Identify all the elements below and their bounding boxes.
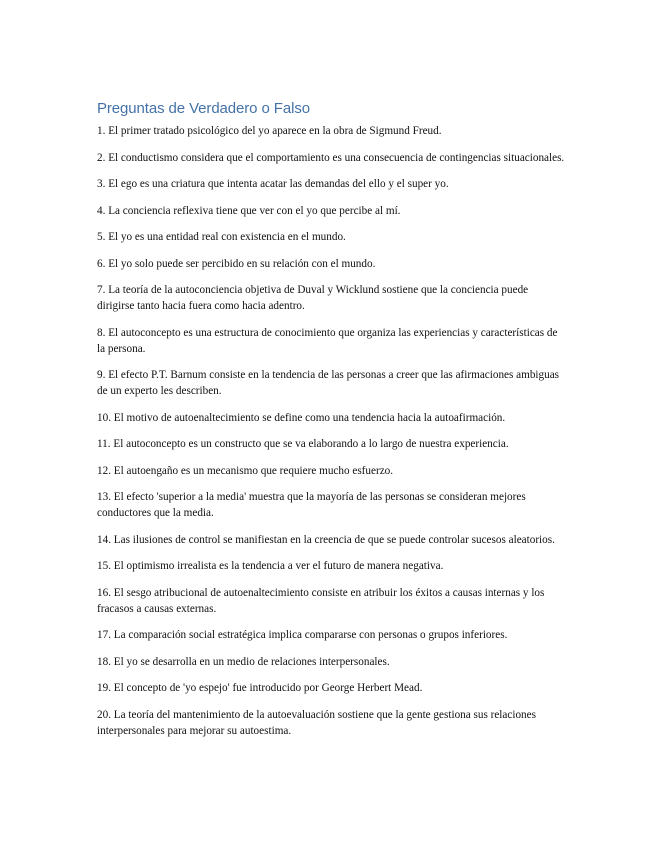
question-item-1: 1. El primer tratado psicológico del yo aparece en la obra de Sigmund Freud. bbox=[97, 125, 442, 137]
question-item-19: 19. El concepto de 'yo espejo' fue introducido por George Herbert Mead. bbox=[97, 682, 423, 694]
question-item-14: 14. Las ilusiones de control se manifiestan en la creencia de que se puede controlar sucesos aleatorios. bbox=[97, 533, 555, 546]
document-page bbox=[97, 100, 567, 749]
question-item-5: 5. El yo es una entidad real con existencia en el mundo. bbox=[97, 231, 346, 243]
question-item-9: 9. El efecto P.T. Barnum consiste en la tendencia de las personas a creer que las afirmaciones ambiguas de un experto les describen. bbox=[97, 369, 560, 397]
question-item-4: 4. La conciencia reflexiva tiene que ver con el yo que percibe al mí. bbox=[97, 204, 401, 217]
question-item-3: 3. El ego es una criatura que intenta acatar las demandas del ello y el super yo. bbox=[97, 178, 449, 190]
question-item-7: 7. La teoría de la autoconciencia objetiva de Duval y Wicklund sostiene que la conciencia puede dirigirse tanto hacia fuera como hacia adentro. bbox=[97, 284, 529, 312]
page-title: Preguntas de Verdadero o Falso bbox=[97, 100, 310, 117]
question-item-20: 20. La teoría del mantenimiento de la autoevaluación sostiene que la gente gestiona sus relaciones interpersonales para mejorar su autoestima. bbox=[97, 708, 536, 737]
question-item-6: 6. El yo solo puede ser percibido en su relación con el mundo. bbox=[97, 257, 376, 270]
question-item-18: 18. El yo se desarrolla en un medio de relaciones interpersonales. bbox=[97, 655, 390, 668]
question-list bbox=[97, 123, 567, 739]
question-item-12: 12. El autoengaño es un mecanismo que requiere mucho esfuerzo. bbox=[97, 464, 394, 477]
question-item-2: 2. El conductismo considera que el comportamiento es una consecuencia de contingencias situacionales. bbox=[97, 151, 565, 164]
question-item-15: 15. El optimismo irrealista es la tendencia a ver el futuro de manera negativa. bbox=[97, 560, 444, 572]
question-item-16: 16. El sesgo atribucional de autoenaltecimiento consiste en atribuir los éxitos a causas internas y los fracasos a causas externas. bbox=[97, 586, 545, 615]
question-item-10: 10. El motivo de autoenaltecimiento se define como una tendencia hacia la autoafirmación. bbox=[97, 411, 506, 424]
question-item-17: 17. La comparación social estratégica implica compararse con personas o grupos inferiores. bbox=[97, 629, 508, 641]
question-item-8: 8. El autoconcepto es una estructura de conocimiento que organiza las experiencias y características de la persona. bbox=[97, 326, 558, 355]
question-item-11: 11. El autoconcepto es un constructo que se va elaborando a lo largo de nuestra experiencia. bbox=[97, 438, 509, 450]
question-item-13: 13. El efecto 'superior a la media' muestra que la mayoría de las personas se consideran mejores conductores que la media. bbox=[97, 491, 526, 519]
